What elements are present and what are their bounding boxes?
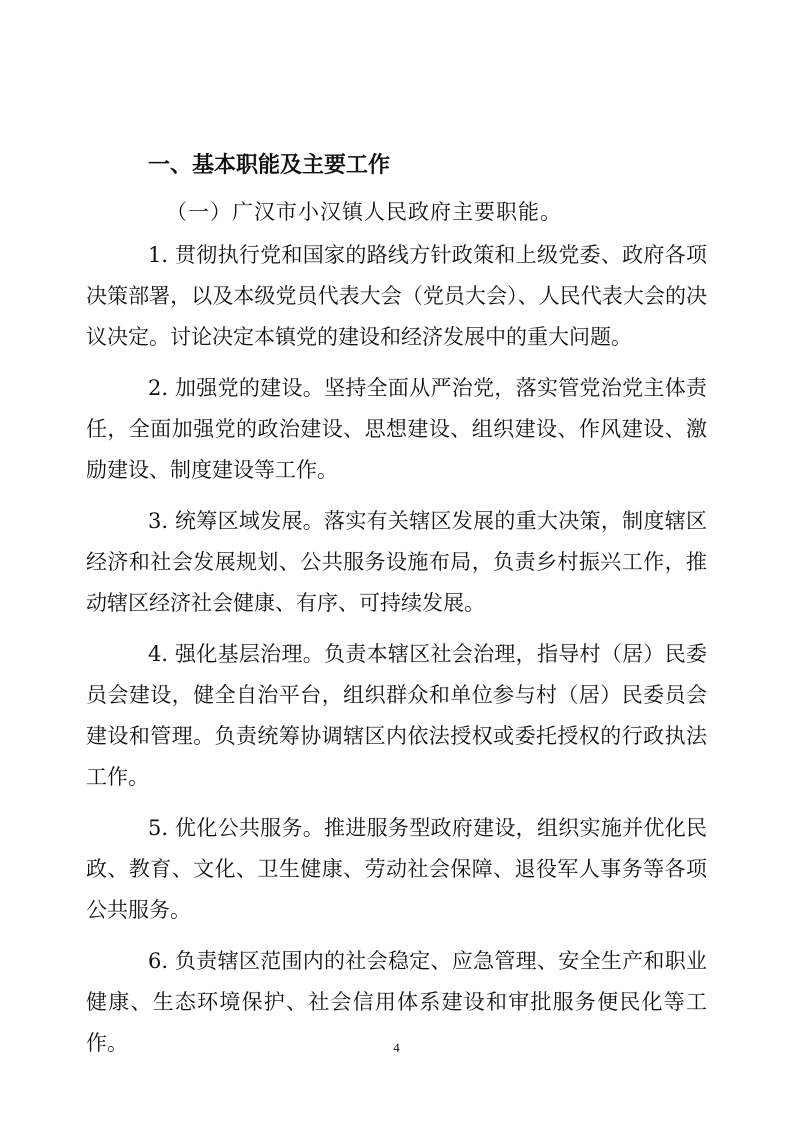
paragraph-2: 2. 加强党的建设。坚持全面从严治党，落实管党治党主体责任，全面加强党的政治建设、思想建设、组织建设、作风建设、激励建设、制度建设等工作。 xyxy=(86,376,707,482)
paragraph-1: 1. 贯彻执行党和国家的路线方针政策和上级党委、政府各项决策部署，以及本级党员代表大会（党员大会）、人民代表大会的决议决定。讨论决定本镇党的建设和经济发展中的重大问题。 xyxy=(86,243,707,349)
document-body xyxy=(86,146,707,1074)
page-number: 4 xyxy=(393,1040,400,1055)
paragraph-3: 3. 统筹区域发展。落实有关辖区发展的重大决策，制度辖区经济和社会发展规划、公共服务设施布局，负责乡村振兴工作，推动辖区经济社会健康、有序、可持续发展。 xyxy=(86,509,707,615)
section-heading: 一、基本职能及主要工作 xyxy=(148,153,391,178)
paragraph-5: 5. 优化公共服务。推进服务型政府建设，组织实施并优化民政、教育、文化、卫生健康、劳动社会保障、退役军人事务等各项公共服务。 xyxy=(86,816,707,922)
paragraph-4: 4. 强化基层治理。负责本辖区社会治理，指导村（居）民委员会建设，健全自治平台，组织群众和单位参与村（居）民委员会建设和管理。负责统筹协调辖区内依法授权或委托授权的行政执法工作。 xyxy=(86,642,707,789)
paragraph-6: 6. 负责辖区范围内的社会稳定、应急管理、安全生产和职业健康、生态环境保护、社会信用体系建设和审批服务便民化等工作。 xyxy=(86,949,707,1055)
subsection-heading: （一）广汉市小汉镇人民政府主要职能。 xyxy=(166,200,562,224)
